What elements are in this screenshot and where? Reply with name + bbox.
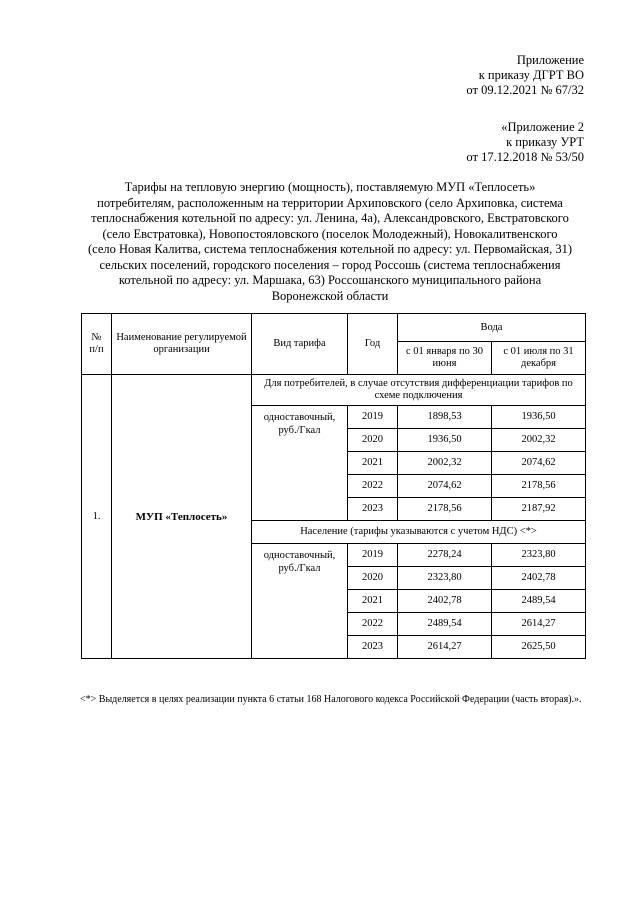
year-cell: 2019 [348, 544, 398, 567]
year-cell: 2023 [348, 636, 398, 659]
value-cell: 2489,54 [398, 613, 492, 636]
title-line: теплоснабжения котельной по адресу: ул. Ленина, 4а), Александровского, Евстратовского [91, 211, 569, 225]
value-cell: 2074,62 [398, 475, 492, 498]
title-line: потребителям, расположенным на территории Архиповского (село Архиповка, система [97, 195, 563, 210]
title-line: (село Евстратовка), Новопостояловского (поселок Молодежный), Новокалитвенского [102, 226, 558, 241]
header-line: Приложение [516, 53, 584, 67]
year-cell: 2022 [348, 613, 398, 636]
value-cell: 2323,80 [492, 544, 586, 567]
header-line: к приказу ДГРТ ВО [478, 68, 584, 82]
year-cell: 2022 [348, 475, 398, 498]
section-row [82, 375, 586, 406]
section1-tariff: одноставочный, руб./Гкал [252, 406, 348, 521]
header-num: № п/п [82, 314, 112, 375]
value-cell: 2625,50 [492, 636, 586, 659]
header-period1: с 01 января по 30 июня [398, 342, 492, 375]
header-year: Год [348, 314, 398, 375]
value-cell: 2074,62 [492, 452, 586, 475]
value-cell: 2187,92 [492, 498, 586, 521]
title-line: Воронежской области [271, 288, 389, 303]
value-cell: 2489,54 [492, 590, 586, 613]
value-cell: 2178,56 [492, 475, 586, 498]
table-header-row [82, 314, 586, 342]
header-line: от 17.12.2018 № 53/50 [466, 150, 584, 164]
appendix-header [466, 120, 584, 165]
value-cell: 1898,53 [398, 406, 492, 429]
value-cell: 2614,27 [492, 613, 586, 636]
document-title [80, 180, 580, 304]
year-cell: 2019 [348, 406, 398, 429]
header-org: Наименование регулируемой организации [112, 314, 252, 375]
value-cell: 2323,80 [398, 567, 492, 590]
header-line: «Приложение 2 [501, 120, 584, 134]
value-cell: 2002,32 [398, 452, 492, 475]
header-water: Вода [398, 314, 586, 342]
section2-tariff: одноставочный, руб./Гкал [252, 544, 348, 659]
approval-header [466, 53, 584, 98]
tariff-table [81, 313, 586, 659]
header-line: к приказу УРТ [506, 135, 584, 149]
value-cell: 2002,32 [492, 429, 586, 452]
year-cell: 2021 [348, 452, 398, 475]
value-cell: 2402,78 [492, 567, 586, 590]
value-cell: 2178,56 [398, 498, 492, 521]
value-cell: 2278,24 [398, 544, 492, 567]
value-cell: 1936,50 [398, 429, 492, 452]
year-cell: 2023 [348, 498, 398, 521]
footnote: <*> Выделяется в целях реализации пункта 6 статьи 168 Налогового кодекса Российской Федерации (часть вторая).». [80, 694, 582, 705]
section1-title: Для потребителей, в случае отсутствия дифференциации тарифов по схеме подключения [252, 375, 586, 406]
value-cell: 2402,78 [398, 590, 492, 613]
value-cell: 1936,50 [492, 406, 586, 429]
section2-title: Население (тарифы указываются с учетом НДС) <*> [252, 521, 586, 544]
value-cell: 2614,27 [398, 636, 492, 659]
header-line: от 09.12.2021 № 67/32 [466, 83, 584, 97]
row-number: 1. [82, 375, 112, 659]
year-cell: 2021 [348, 590, 398, 613]
year-cell: 2020 [348, 567, 398, 590]
year-cell: 2020 [348, 429, 398, 452]
header-tariff: Вид тарифа [252, 314, 348, 375]
organization-name: МУП «Теплосеть» [112, 375, 252, 659]
title-line: (село Новая Калитва, система теплоснабжения котельной по адресу: ул. Первомайская, 31) [87, 242, 573, 256]
title-line: Тарифы на тепловую энергию (мощность), поставляемую МУП «Теплосеть» [124, 180, 536, 194]
header-period2: с 01 июля по 31 декабря [492, 342, 586, 375]
title-line: сельских поселений, городского поселения – город Россошь (система теплоснабжения [99, 257, 561, 272]
title-line: котельной по адресу: ул. Маршака, 63) Россошанского муниципального района [118, 273, 542, 287]
